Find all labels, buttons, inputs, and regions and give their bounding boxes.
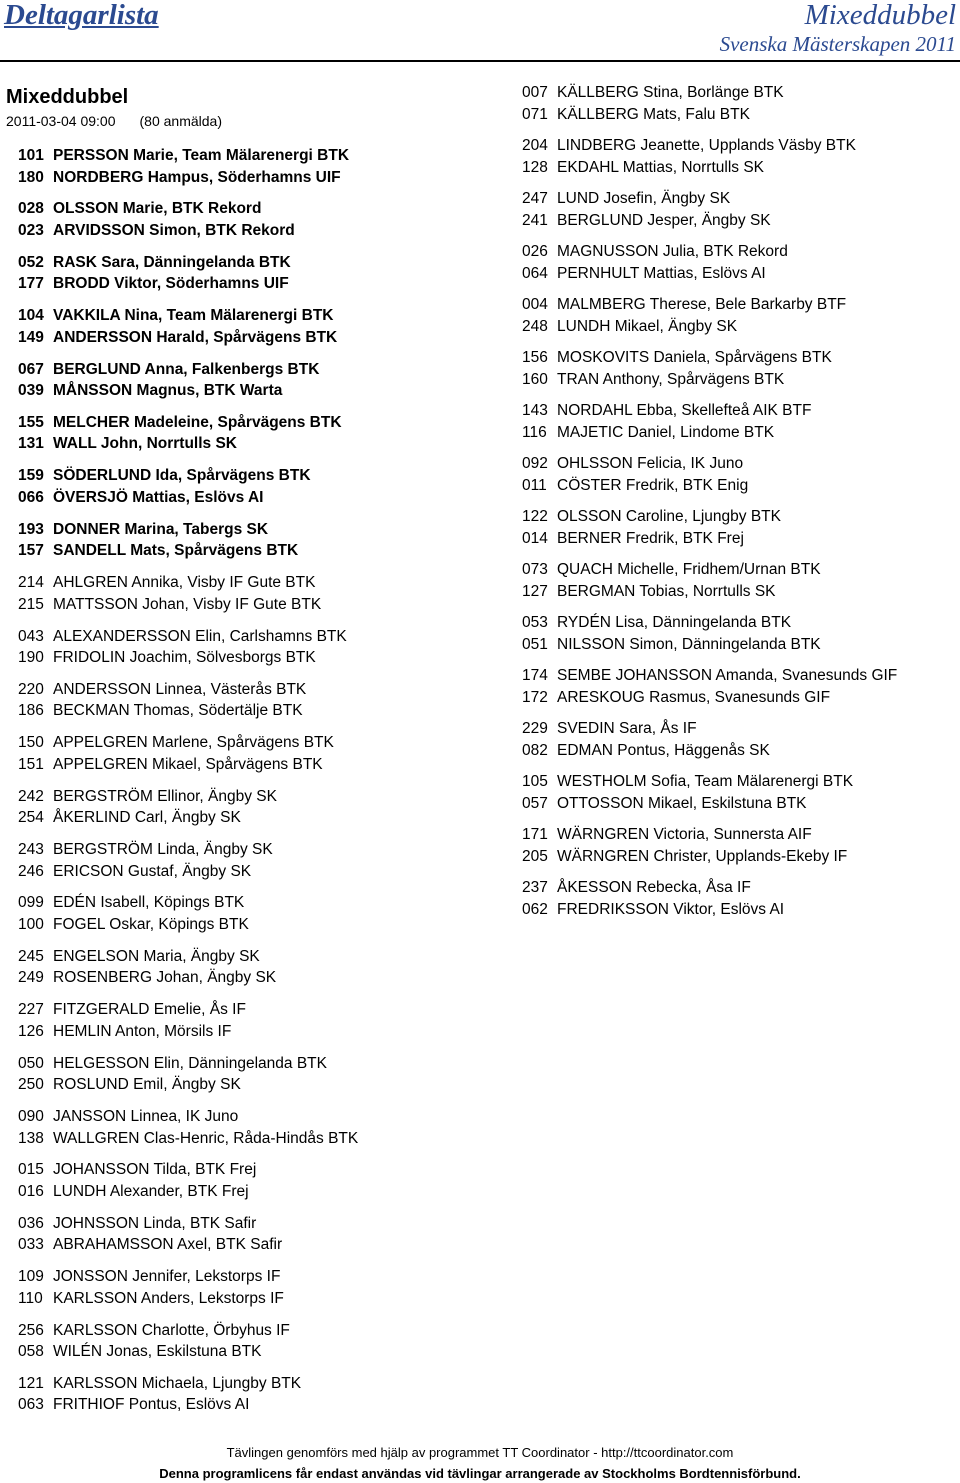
player-number: 071	[522, 105, 548, 123]
pair	[522, 612, 897, 655]
player-row	[522, 241, 897, 263]
pair	[522, 347, 897, 390]
player-name-club: WALL John, Norrtulls SK	[53, 435, 237, 453]
pair	[522, 665, 897, 708]
player-name-club: KARLSSON Anders, Lekstorps IF	[53, 1289, 284, 1307]
pair	[18, 198, 358, 241]
player-number: 014	[522, 529, 548, 547]
player-name-club: SANDELL Mats, Spårvägens BTK	[53, 542, 299, 560]
player-name-club: MAJETIC Daniel, Lindome BTK	[557, 423, 775, 441]
pair	[18, 1320, 358, 1363]
player-number: 227	[18, 1001, 44, 1019]
player-name-club: HELGESSON Elin, Dänningelanda BTK	[53, 1054, 327, 1072]
player-name-club: WÄRNGREN Christer, Upplands-Ekeby IF	[557, 847, 848, 865]
player-name-club: MAGNUSSON Julia, BTK Rekord	[557, 243, 788, 260]
player-number: 155	[18, 413, 44, 431]
player-row	[18, 1373, 358, 1395]
player-name-club: BERGSTRÖM Ellinor, Ängby SK	[53, 787, 277, 805]
player-number: 150	[18, 734, 44, 752]
player-number: 057	[522, 794, 548, 812]
player-name-club: ÅKERLIND Carl, Ängby SK	[53, 809, 241, 827]
player-name-club: AHLGREN Annika, Visby IF Gute BTK	[53, 574, 316, 592]
player-row	[18, 167, 358, 189]
player-number: 126	[18, 1022, 44, 1040]
player-number: 215	[18, 595, 44, 613]
player-name-club: MALMBERG Therese, Bele Barkarby BTF	[557, 296, 847, 313]
pair	[18, 679, 358, 722]
player-number: 011	[522, 476, 547, 494]
pair	[18, 465, 358, 508]
player-name-club: WÄRNGREN Victoria, Sunnersta AIF	[557, 826, 812, 843]
player-number: 101	[18, 147, 44, 164]
player-name-club: ARESKOUG Rasmus, Svanesunds GIF	[557, 688, 831, 706]
player-row	[18, 1266, 358, 1288]
pair	[18, 999, 358, 1042]
pair	[18, 145, 358, 188]
player-name-club: LUND Josefin, Ängby SK	[557, 190, 731, 207]
player-name-club: RYDÉN Lisa, Dänningelanda BTK	[557, 614, 792, 631]
player-name-club: OHLSSON Felicia, IK Juno	[557, 455, 744, 472]
registration-count: (80 anmälda)	[139, 113, 222, 129]
player-name-club: OLSSON Marie, BTK Rekord	[53, 200, 262, 218]
player-name-club: JOHANSSON Tilda, BTK Frej	[53, 1161, 257, 1179]
player-name-club: SVEDIN Sara, Ås IF	[557, 720, 697, 737]
pair	[18, 359, 358, 402]
player-name-club: APPELGREN Marlene, Spårvägens BTK	[53, 734, 334, 752]
player-number: 036	[18, 1214, 44, 1232]
player-name-club: KÄLLBERG Stina, Borlänge BTK	[557, 84, 784, 101]
player-name-club: ÅKESSON Rebecka, Åsa IF	[557, 879, 751, 896]
player-name-club: PERSSON Marie, Team Mälarenergi BTK	[53, 147, 350, 164]
player-row	[522, 899, 897, 921]
pair	[18, 519, 358, 562]
player-row	[522, 263, 897, 285]
player-name-club: ANDERSSON Linnea, Västerås BTK	[53, 680, 307, 698]
player-row	[522, 104, 897, 126]
player-row	[522, 135, 897, 157]
player-number: 039	[18, 382, 44, 400]
player-name-club: SEMBE JOHANSSON Amanda, Svanesunds GIF	[557, 667, 898, 684]
player-number: 159	[18, 467, 44, 485]
player-name-club: BERNER Fredrik, BTK Frej	[557, 529, 744, 547]
pair	[18, 626, 358, 669]
player-row	[18, 273, 358, 295]
event-name: Svenska Mästerskapen 2011	[719, 32, 956, 56]
player-row	[522, 793, 897, 815]
player-number: 092	[522, 455, 548, 472]
player-name-club: FREDRIKSSON Viktor, Eslövs AI	[557, 900, 785, 918]
player-row	[522, 528, 897, 550]
player-number: 116	[522, 423, 547, 441]
player-name-club: ENGELSON Maria, Ängby SK	[53, 947, 260, 965]
class-info	[6, 112, 222, 130]
player-name-club: KARLSSON Charlotte, Örbyhus IF	[53, 1321, 290, 1339]
player-row	[18, 1341, 358, 1363]
player-name-club: WALLGREN Clas-Henric, Råda-Hindås BTK	[53, 1129, 359, 1147]
player-number: 250	[18, 1076, 44, 1094]
player-name-club: VAKKILA Nina, Team Mälarenergi BTK	[53, 307, 334, 325]
player-number: 050	[18, 1054, 44, 1072]
player-row	[522, 824, 897, 846]
pair	[18, 412, 358, 455]
player-number: 193	[18, 520, 44, 538]
player-name-club: CÖSTER Fredrik, BTK Enig	[557, 476, 749, 494]
player-number: 067	[18, 360, 44, 378]
player-number: 121	[18, 1374, 44, 1392]
left-column	[18, 145, 358, 1426]
player-row	[18, 967, 358, 989]
player-number: 143	[522, 402, 548, 419]
player-number: 104	[18, 307, 44, 325]
player-row	[18, 1320, 358, 1342]
player-number: 128	[522, 158, 548, 176]
pair	[18, 892, 358, 935]
class-title: Mixeddubbel	[6, 86, 129, 108]
player-row	[522, 612, 897, 634]
player-number: 131	[18, 435, 44, 453]
player-row	[522, 316, 897, 338]
player-number: 105	[522, 773, 548, 790]
player-number: 058	[18, 1343, 44, 1361]
player-number: 229	[522, 720, 548, 737]
player-name-club: ROSLUND Emil, Ängby SK	[53, 1076, 241, 1094]
player-number: 254	[18, 809, 44, 827]
player-row	[18, 1234, 358, 1256]
player-name-club: WILÉN Jonas, Eskilstuna BTK	[53, 1343, 262, 1361]
player-row	[18, 1181, 358, 1203]
player-name-club: FITZGERALD Emelie, Ås IF	[53, 1001, 246, 1019]
player-name-club: MELCHER Madeleine, Spårvägens BTK	[53, 413, 342, 431]
player-number: 204	[522, 137, 548, 154]
player-name-club: MATTSSON Johan, Visby IF Gute BTK	[53, 595, 322, 613]
right-column	[522, 82, 897, 930]
player-row	[18, 305, 358, 327]
player-row	[18, 946, 358, 968]
player-number: 062	[522, 900, 548, 918]
player-number: 066	[18, 488, 44, 506]
footer-credit: Tävlingen genomförs med hjälp av programmet TT Coordinator - http://ttcoordinator.com	[226, 1445, 734, 1460]
pair	[18, 1213, 358, 1256]
player-name-club: APPELGREN Mikael, Spårvägens BTK	[53, 755, 323, 773]
pair	[18, 252, 358, 295]
pair	[522, 877, 897, 920]
player-number: 052	[18, 253, 44, 271]
player-name-club: OLSSON Caroline, Ljungby BTK	[557, 508, 781, 525]
player-row	[522, 718, 897, 740]
player-number: 243	[18, 841, 44, 859]
player-number: 122	[522, 508, 548, 525]
pair	[18, 786, 358, 829]
player-row	[522, 82, 897, 104]
player-number: 028	[18, 200, 44, 218]
player-number: 177	[18, 275, 44, 293]
player-number: 245	[18, 947, 44, 965]
player-row	[18, 359, 358, 381]
player-name-club: ABRAHAMSSON Axel, BTK Safir	[53, 1236, 283, 1254]
player-name-club: NORDAHL Ebba, Skellefteå AIK BTF	[557, 402, 812, 419]
player-number: 023	[18, 221, 44, 239]
pair	[18, 839, 358, 882]
pair	[522, 559, 897, 602]
player-name-club: NORDBERG Hampus, Söderhamns UIF	[53, 168, 341, 186]
player-row	[18, 1021, 358, 1043]
player-number: 073	[522, 561, 548, 578]
player-number: 053	[522, 614, 548, 631]
player-name-club: FRITHIOF Pontus, Eslövs AI	[53, 1396, 250, 1414]
pair	[18, 572, 358, 615]
player-row	[522, 581, 897, 603]
player-name-club: WESTHOLM Sofia, Team Mälarenergi BTK	[557, 773, 854, 790]
player-name-club: EDMAN Pontus, Häggenås SK	[557, 741, 770, 759]
player-row	[18, 754, 358, 776]
player-row	[18, 1106, 358, 1128]
pair	[522, 400, 897, 443]
pair	[18, 1266, 358, 1309]
player-number: 004	[522, 296, 548, 313]
document-title: Deltagarlista	[4, 0, 159, 31]
player-name-club: OTTOSSON Mikael, Eskilstuna BTK	[557, 794, 807, 812]
player-name-club: LUNDH Alexander, BTK Frej	[53, 1182, 249, 1200]
player-row	[18, 626, 358, 648]
pair	[18, 1159, 358, 1202]
player-number: 026	[522, 243, 548, 260]
player-name-club: ALEXANDERSSON Elin, Carlshamns BTK	[53, 627, 347, 645]
player-number: 160	[522, 370, 548, 388]
pair	[522, 294, 897, 337]
player-number: 015	[18, 1161, 44, 1179]
player-number: 246	[18, 862, 44, 880]
player-row	[18, 1288, 358, 1310]
player-row	[18, 732, 358, 754]
player-row	[18, 145, 358, 167]
player-row	[18, 1128, 358, 1150]
player-row	[18, 572, 358, 594]
player-number: 172	[522, 688, 548, 706]
player-row	[18, 380, 358, 402]
player-number: 237	[522, 879, 548, 896]
player-row	[18, 1159, 358, 1181]
player-name-club: JOHNSSON Linda, BTK Safir	[53, 1214, 257, 1232]
player-row	[522, 422, 897, 444]
pair	[522, 771, 897, 814]
pair	[522, 453, 897, 496]
player-row	[522, 475, 897, 497]
player-row	[18, 647, 358, 669]
player-number: 007	[522, 84, 548, 101]
pair	[522, 82, 897, 125]
player-name-club: BRODD Viktor, Söderhamns UIF	[53, 275, 289, 293]
player-row	[18, 1213, 358, 1235]
player-name-club: MOSKOVITS Daniela, Spårvägens BTK	[557, 349, 832, 366]
player-row	[522, 634, 897, 656]
player-row	[18, 700, 358, 722]
player-number: 127	[522, 582, 548, 600]
player-name-club: HEMLIN Anton, Mörsils IF	[53, 1022, 232, 1040]
player-name-club: NILSSON Simon, Dänningelanda BTK	[557, 635, 821, 653]
player-row	[18, 1074, 358, 1096]
player-number: 174	[522, 667, 548, 684]
player-row	[18, 594, 358, 616]
player-number: 249	[18, 969, 44, 987]
player-name-club: EKDAHL Mattias, Norrtulls SK	[557, 158, 765, 176]
player-row	[18, 465, 358, 487]
player-row	[522, 559, 897, 581]
player-row	[18, 220, 358, 242]
player-row	[522, 771, 897, 793]
player-row	[18, 519, 358, 541]
player-name-club: BERGLUND Anna, Falkenbergs BTK	[53, 360, 320, 378]
player-row	[18, 433, 358, 455]
player-name-club: EDÉN Isabell, Köpings BTK	[53, 894, 245, 912]
player-name-club: LINDBERG Jeanette, Upplands Väsby BTK	[557, 137, 856, 154]
player-number: 064	[522, 264, 548, 282]
player-row	[522, 506, 897, 528]
player-name-club: KÄLLBERG Mats, Falu BTK	[557, 105, 750, 123]
player-row	[18, 198, 358, 220]
pair	[18, 1373, 358, 1416]
footer-license: Denna programlicens får endast användas vid tävlingar arrangerade av Stockholms Bordtennisförbund.	[159, 1466, 801, 1481]
pair	[522, 188, 897, 231]
player-number: 220	[18, 680, 44, 698]
player-row	[18, 412, 358, 434]
player-name-club: FRIDOLIN Joachim, Sölvesborgs BTK	[53, 649, 316, 667]
player-name-club: KARLSSON Michaela, Ljungby BTK	[53, 1374, 302, 1392]
player-number: 157	[18, 542, 44, 560]
player-row	[522, 188, 897, 210]
player-row	[522, 157, 897, 179]
player-name-club: RASK Sara, Dänningelanda BTK	[53, 253, 291, 271]
player-row	[18, 807, 358, 829]
player-name-club: BERGMAN Tobias, Norrtulls SK	[557, 582, 776, 600]
pair	[18, 732, 358, 775]
player-name-club: ROSENBERG Johan, Ängby SK	[53, 969, 277, 987]
player-name-club: ERICSON Gustaf, Ängby SK	[53, 862, 252, 880]
player-number: 099	[18, 894, 44, 912]
player-row	[522, 740, 897, 762]
player-number: 138	[18, 1129, 44, 1147]
player-name-club: ANDERSSON Harald, Spårvägens BTK	[53, 328, 338, 346]
player-name-club: BECKMAN Thomas, Södertälje BTK	[53, 702, 303, 720]
player-number: 151	[18, 755, 44, 773]
player-row	[522, 877, 897, 899]
player-number: 082	[522, 741, 548, 759]
player-row	[18, 999, 358, 1021]
player-number: 180	[18, 168, 44, 186]
player-row	[18, 487, 358, 509]
pair	[18, 946, 358, 989]
pair	[18, 305, 358, 348]
player-number: 214	[18, 574, 44, 592]
player-number: 156	[522, 349, 548, 366]
player-name-club: SÖDERLUND Ida, Spårvägens BTK	[53, 467, 311, 485]
player-number: 241	[522, 211, 548, 229]
class-datetime: 2011-03-04 09:00	[6, 113, 116, 129]
player-row	[522, 453, 897, 475]
player-number: 190	[18, 649, 44, 667]
player-row	[18, 839, 358, 861]
player-name-club: JONSSON Jennifer, Lekstorps IF	[53, 1268, 281, 1286]
player-row	[522, 846, 897, 868]
event-header	[720, 0, 956, 56]
player-number: 043	[18, 627, 44, 645]
player-number: 186	[18, 702, 44, 720]
player-row	[18, 786, 358, 808]
player-name-club: MÅNSSON Magnus, BTK Warta	[53, 382, 283, 400]
pair	[18, 1053, 358, 1096]
player-number: 248	[522, 317, 548, 335]
player-row	[18, 914, 358, 936]
pair	[522, 824, 897, 867]
player-name-club: DONNER Marina, Tabergs SK	[53, 520, 269, 538]
player-number: 256	[18, 1321, 44, 1339]
player-row	[18, 252, 358, 274]
player-row	[522, 369, 897, 391]
player-name-club: JANSSON Linnea, IK Juno	[53, 1108, 239, 1126]
player-row	[522, 400, 897, 422]
player-row	[18, 1394, 358, 1416]
player-number: 242	[18, 787, 44, 805]
player-name-club: BERGSTRÖM Linda, Ängby SK	[53, 841, 273, 859]
pair	[522, 506, 897, 549]
player-row	[18, 540, 358, 562]
player-number: 090	[18, 1108, 44, 1126]
player-number: 149	[18, 328, 44, 346]
player-row	[18, 679, 358, 701]
player-name-club: TRAN Anthony, Spårvägens BTK	[557, 370, 785, 388]
player-name-club: ARVIDSSON Simon, BTK Rekord	[53, 221, 295, 239]
player-number: 109	[18, 1268, 44, 1286]
player-row	[18, 1053, 358, 1075]
player-row	[18, 861, 358, 883]
player-number: 016	[18, 1182, 44, 1200]
header-divider	[0, 60, 960, 62]
player-name-club: FOGEL Oskar, Köpings BTK	[53, 915, 249, 933]
player-row	[522, 687, 897, 709]
player-row	[522, 347, 897, 369]
player-number: 100	[18, 915, 44, 933]
player-name-club: ÖVERSJÖ Mattias, Eslövs AI	[53, 488, 264, 506]
player-row	[18, 892, 358, 914]
player-number: 063	[18, 1396, 44, 1414]
player-number: 171	[522, 826, 548, 843]
player-number: 051	[522, 635, 548, 653]
pair	[18, 1106, 358, 1149]
player-row	[522, 665, 897, 687]
event-class-title: Mixeddubbel	[804, 0, 956, 31]
player-number: 110	[18, 1289, 43, 1307]
player-row	[522, 294, 897, 316]
player-number: 247	[522, 190, 548, 207]
player-name-club: PERNHULT Mattias, Eslövs AI	[557, 264, 766, 282]
player-name-club: QUACH Michelle, Fridhem/Urnan BTK	[557, 561, 821, 578]
pair	[522, 718, 897, 761]
player-name-club: LUNDH Mikael, Ängby SK	[557, 317, 738, 335]
pair	[522, 241, 897, 284]
player-row	[522, 210, 897, 232]
player-name-club: BERGLUND Jesper, Ängby SK	[557, 211, 771, 229]
player-number: 033	[18, 1236, 44, 1254]
pair	[522, 135, 897, 178]
player-number: 205	[522, 847, 548, 865]
player-row	[18, 327, 358, 349]
